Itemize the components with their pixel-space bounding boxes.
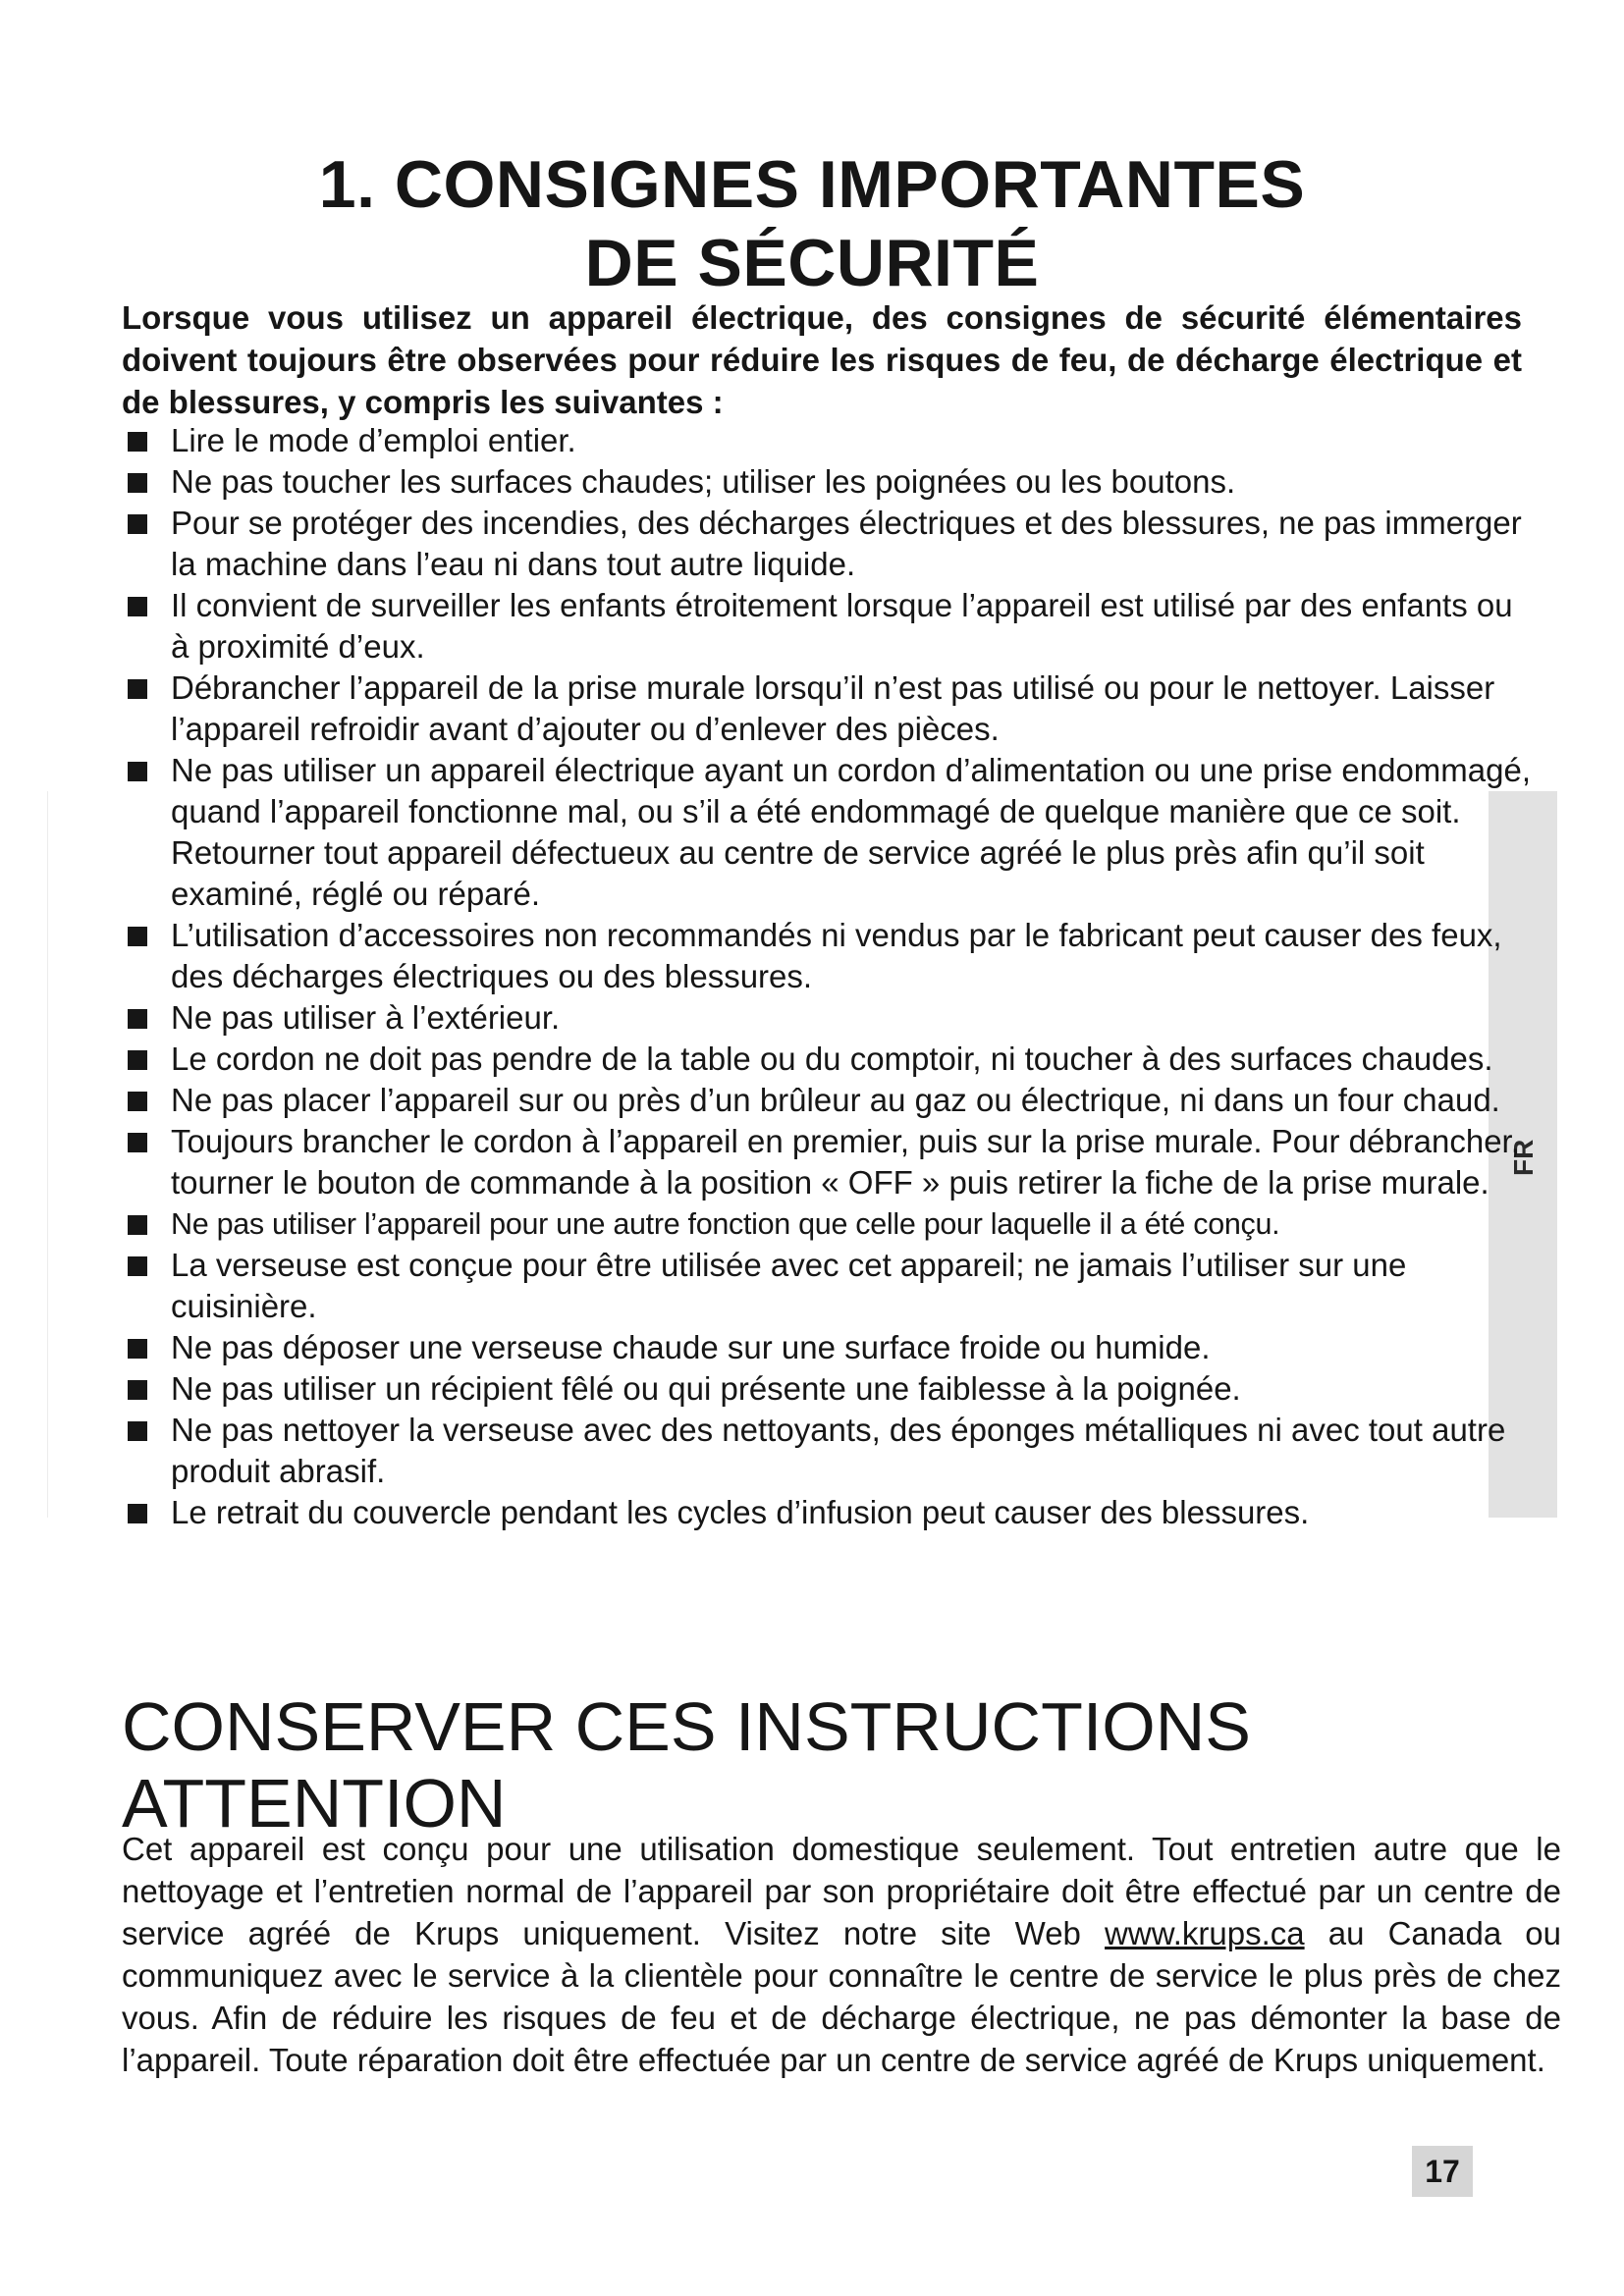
rule-text: L’utilisation d’accessoires non recommandés ni vendus par le fabricant peut causer des feux, des décharges électriques ou des blessures. (171, 917, 1502, 994)
rule-text: Ne pas toucher les surfaces chaudes; utiliser les poignées ou les boutons. (171, 463, 1236, 500)
list-item (122, 1080, 1536, 1121)
square-bullet-icon (128, 1092, 147, 1111)
attention-heading: ATTENTION (122, 1765, 507, 1842)
rule-text: La verseuse est conçue pour être utilisée avec cet appareil; ne jamais l’utiliser sur une cuisinière. (171, 1247, 1407, 1324)
list-item (122, 997, 1536, 1039)
rule-text: Ne pas placer l’appareil sur ou près d’un brûleur au gaz ou électrique, ni dans un four chaud. (171, 1082, 1500, 1118)
safety-rules-list (122, 420, 1536, 1533)
list-item (122, 420, 1536, 461)
square-bullet-icon (128, 1009, 147, 1029)
square-bullet-icon (128, 1504, 147, 1523)
square-bullet-icon (128, 1421, 147, 1441)
margin-guide-line (47, 791, 48, 1518)
page-title-line-2: DE SÉCURITÉ (584, 226, 1040, 300)
list-item (122, 750, 1536, 915)
rule-text: Ne pas utiliser à l’extérieur. (171, 999, 561, 1036)
rule-text: Ne pas utiliser l’appareil pour une autre fonction que celle pour laquelle il a été conçu. (171, 1207, 1280, 1241)
square-bullet-icon (128, 1256, 147, 1276)
list-item (122, 1410, 1536, 1492)
rule-text: Ne pas nettoyer la verseuse avec des nettoyants, des éponges métalliques ni avec tout autre produit abrasif. (171, 1412, 1506, 1489)
conserver-heading: CONSERVER CES INSTRUCTIONS (122, 1688, 1251, 1765)
list-item (122, 1327, 1536, 1368)
rule-text: Le cordon ne doit pas pendre de la table ou du comptoir, ni toucher à des surfaces chaudes. (171, 1041, 1493, 1077)
language-tab-label: FR (1508, 1139, 1539, 1176)
list-item (122, 1121, 1536, 1203)
attention-text-after: au Canada ou communiquez avec le service à la clientèle pour connaître le centre de service le plus près de chez vous. Afin de réduire les risques de feu et de décharge électrique, ne pas démonter la base de l’appareil. Toute réparation doit être effectuée par un centre de service agréé de Krups uniquement. (122, 1915, 1561, 2078)
page-title-line-1: 1. CONSIGNES IMPORTANTES (318, 147, 1306, 222)
intro-paragraph: Lorsque vous utilisez un appareil électrique, des consignes de sécurité élémentaires doivent toujours être observées pour réduire les risques de feu, de décharge électrique et de blessures, y compris les suivantes : (122, 299, 1522, 420)
square-bullet-icon (128, 762, 147, 781)
rule-text: Toujours brancher le cordon à l’appareil en premier, puis sur la prise murale. Pour débrancher, tourner le bouton de commande à la position « OFF » puis retirer la fiche de la prise murale. (171, 1123, 1520, 1201)
list-item (122, 461, 1536, 503)
rule-text: Il convient de surveiller les enfants étroitement lorsque l’appareil est utilisé par des enfants ou à proximité d’eux. (171, 587, 1513, 665)
list-item (122, 1245, 1536, 1327)
list-item (122, 1492, 1536, 1533)
rule-text: Pour se protéger des incendies, des décharges électriques et des blessures, ne pas immerger la machine dans l’eau ni dans tout autre liquide. (171, 505, 1522, 582)
square-bullet-icon (128, 679, 147, 699)
square-bullet-icon (128, 473, 147, 493)
square-bullet-icon (128, 1133, 147, 1152)
rule-text: Ne pas utiliser un appareil électrique ayant un cordon d’alimentation ou une prise endommagé, quand l’appareil fonctionne mal, ou s’il a été endommagé de quelque manière que ce soit. Retourner tout appareil défectueux au centre de service agréé le plus près afin qu’il soit examiné, réglé ou réparé. (171, 752, 1532, 912)
list-item (122, 667, 1536, 750)
rule-text: Le retrait du couvercle pendant les cycles d’infusion peut causer des blessures. (171, 1494, 1310, 1530)
square-bullet-icon (128, 432, 147, 452)
square-bullet-icon (128, 1380, 147, 1400)
attention-text-before: Cet appareil est conçu pour une utilisation domestique seulement. Tout entretien autre que le nettoyage et l’entretien normal de l’appareil par son propriétaire doit être effectué par un centre de service agréé de Krups uniquement. Visitez notre site Web (122, 1831, 1561, 1951)
list-item (122, 1368, 1536, 1410)
rule-text: Débrancher l’appareil de la prise murale lorsqu’il n’est pas utilisé ou pour le nettoyer. Laisser l’appareil refroidir avant d’ajouter ou d’enlever des pièces. (171, 669, 1495, 747)
page-title (0, 145, 1624, 302)
list-item (122, 585, 1536, 667)
rule-text: Ne pas déposer une verseuse chaude sur une surface froide ou humide. (171, 1329, 1211, 1365)
list-item (122, 1039, 1536, 1080)
list-item (122, 503, 1536, 585)
square-bullet-icon (128, 514, 147, 534)
list-item (122, 1203, 1536, 1245)
list-item (122, 915, 1536, 997)
attention-paragraph (122, 1828, 1561, 2081)
square-bullet-icon (128, 1339, 147, 1359)
page-number: 17 (1412, 2146, 1473, 2197)
rule-text: Lire le mode d’emploi entier. (171, 422, 576, 458)
square-bullet-icon (128, 1215, 147, 1235)
square-bullet-icon (128, 597, 147, 616)
rule-text: Ne pas utiliser un récipient fêlé ou qui présente une faiblesse à la poignée. (171, 1370, 1241, 1407)
krups-website-link[interactable]: www.krups.ca (1105, 1915, 1305, 1951)
square-bullet-icon (128, 1050, 147, 1070)
square-bullet-icon (128, 927, 147, 946)
